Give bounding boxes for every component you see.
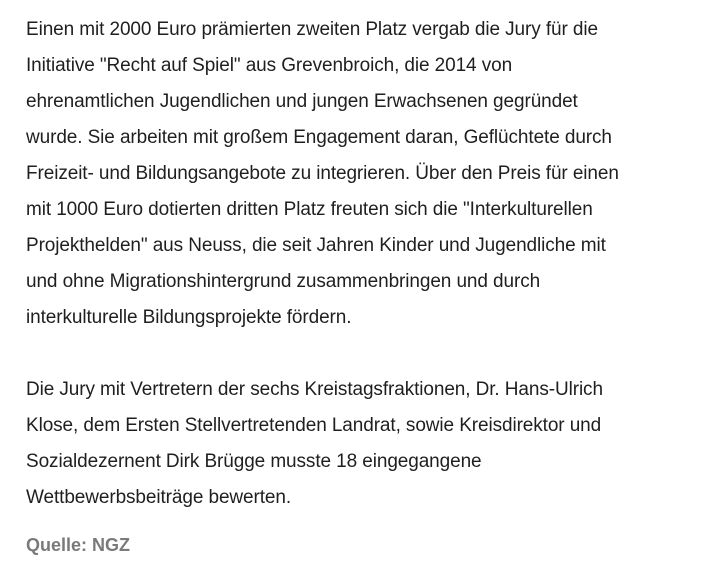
paragraph-line: Sozialdezernent Dirk Brügge musste 18 eingegangene bbox=[26, 451, 482, 472]
paragraph-line: Klose, dem Ersten Stellvertretenden Landrat, sowie Kreisdirektor und bbox=[26, 415, 602, 436]
paragraph-line: und ohne Migrationshintergrund zusammenbringen und durch bbox=[26, 271, 541, 292]
paragraph-line: Einen mit 2000 Euro prämierten zweiten Platz vergab die Jury für die bbox=[26, 19, 598, 40]
article-body bbox=[26, 12, 706, 558]
paragraph-line: Projekthelden" aus Neuss, die seit Jahren Kinder und Jugendliche mit bbox=[26, 235, 606, 256]
paragraph-line: Wettbewerbsbeiträge bewerten. bbox=[26, 487, 292, 508]
paragraph-line: ehrenamtlichen Jugendlichen und jungen Erwachsenen gegründet bbox=[26, 91, 578, 112]
paragraph-line: wurde. Sie arbeiten mit großem Engagement daran, Geflüchtete durch bbox=[26, 127, 612, 148]
article-paragraph-jury bbox=[26, 372, 706, 516]
article-source: Quelle: NGZ bbox=[26, 535, 131, 555]
paragraph-line: interkulturelle Bildungsprojekte fördern. bbox=[26, 307, 352, 328]
paragraph-line: Initiative "Recht auf Spiel" aus Grevenbroich, die 2014 von bbox=[26, 55, 513, 76]
paragraph-line: Freizeit- und Bildungsangebote zu integrieren. Über den Preis für einen bbox=[26, 163, 619, 184]
paragraph-line: mit 1000 Euro dotierten dritten Platz freuten sich die "Interkulturellen bbox=[26, 199, 593, 220]
paragraph-line: Die Jury mit Vertretern der sechs Kreistagsfraktionen, Dr. Hans-Ulrich bbox=[26, 379, 603, 400]
article-paragraph-prize-winners bbox=[26, 12, 706, 336]
